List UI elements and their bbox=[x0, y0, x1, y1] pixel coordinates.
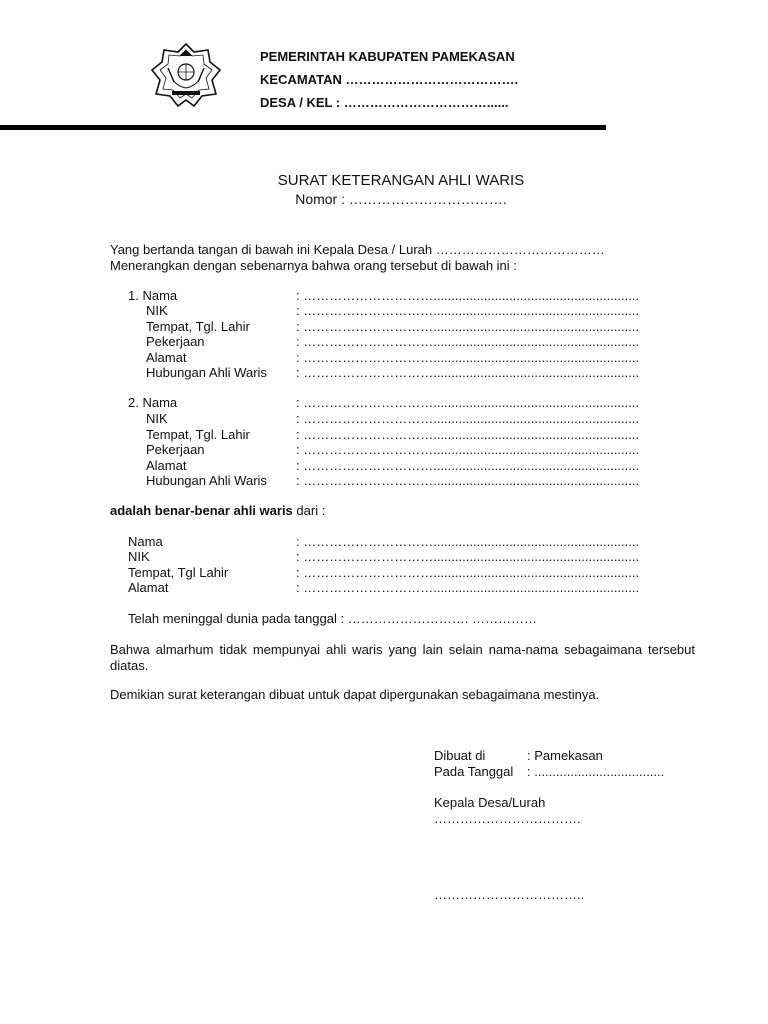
heir-1-name-label: 1. Nama bbox=[128, 288, 178, 303]
heir-of-bold: adalah benar-benar ahli waris bbox=[110, 503, 293, 518]
death-date-line: Telah meninggal dunia pada tanggal : ………………………. …………… bbox=[128, 611, 537, 626]
document-number: Nomor : ……………………………. bbox=[295, 191, 507, 207]
deceased-nik-field: : …………………………......................................................... bbox=[296, 549, 640, 564]
heir-2-nik-field: : …………………………......................................................... bbox=[296, 411, 640, 426]
intro-line-2: Menerangkan dengan sebenarnya bahwa orang tersebut di bawah ini : bbox=[110, 258, 517, 273]
heir-1-relation-field: : …………………………......................................................... bbox=[296, 365, 640, 380]
deceased-name-field: : …………………………......................................................... bbox=[296, 534, 640, 549]
heir-2-relation-label: Hubungan Ahli Waris bbox=[146, 473, 267, 488]
header-government-name: PEMERINTAH KABUPATEN PAMEKASAN bbox=[260, 49, 515, 64]
heir-1-address-field: : …………………………......................................................... bbox=[296, 350, 640, 365]
document-title: SURAT KETERANGAN AHLI WARIS bbox=[277, 172, 525, 189]
deceased-name-label: Nama bbox=[128, 534, 163, 549]
heir-1-birth-field: : …………………………......................................................... bbox=[296, 319, 640, 334]
signatory-line-1: ……………………………. bbox=[434, 811, 581, 826]
header-divider bbox=[0, 125, 606, 130]
heir-of-statement bbox=[110, 503, 325, 519]
regency-emblem-logo bbox=[150, 42, 222, 108]
header-district: KECAMATAN …………………………………. bbox=[260, 72, 519, 87]
place-value: : Pamekasan bbox=[527, 748, 603, 763]
heir-2-address-label: Alamat bbox=[146, 458, 187, 473]
heir-2-nik-label: NIK bbox=[146, 411, 168, 426]
header-village: DESA / KEL : ……………………………...... bbox=[260, 95, 509, 110]
deceased-birth-field: : …………………………......................................................... bbox=[296, 565, 640, 580]
heir-1-job-field: : …………………………......................................................... bbox=[296, 334, 640, 349]
heir-2-relation-field: : …………………………......................................................... bbox=[296, 473, 640, 488]
heir-1-nik-label: NIK bbox=[146, 303, 168, 318]
heir-1-nik-field: : …………………………......................................................... bbox=[296, 303, 640, 318]
heir-2-job-field: : …………………………......................................................... bbox=[296, 442, 640, 457]
heir-1-birth-label: Tempat, Tgl. Lahir bbox=[146, 319, 250, 334]
statement-paragraph: Bahwa almarhum tidak mempunyai ahli waris yang lain selain nama-nama sebagaimana tersebut diatas. bbox=[110, 642, 695, 673]
signatory-name-line: …………………………….. bbox=[434, 887, 585, 902]
heir-2-address-field: : …………………………......................................................... bbox=[296, 458, 640, 473]
closing-paragraph: Demikian surat keterangan dibuat untuk dapat dipergunakan sebagaimana mestinya. bbox=[110, 687, 600, 702]
signatory-position: Kepala Desa/Lurah bbox=[434, 795, 546, 810]
deceased-address-field: : …………………………......................................................... bbox=[296, 580, 640, 595]
heir-2-birth-field: : …………………………......................................................... bbox=[296, 427, 640, 442]
deceased-birth-label: Tempat, Tgl Lahir bbox=[128, 565, 229, 580]
heir-2-job-label: Pekerjaan bbox=[146, 442, 205, 457]
heir-1-relation-label: Hubungan Ahli Waris bbox=[146, 365, 267, 380]
intro-line-1: Yang bertanda tangan di bawah ini Kepala Desa / Lurah ………………………………… bbox=[110, 242, 605, 257]
heir-2-name-field: : …………………………......................................................... bbox=[296, 395, 640, 410]
heir-1-name-field: : …………………………......................................................... bbox=[296, 288, 640, 303]
heir-of-rest: dari : bbox=[292, 503, 326, 518]
heir-1-job-label: Pekerjaan bbox=[146, 334, 205, 349]
deceased-address-label: Alamat bbox=[128, 580, 169, 595]
date-value: : .................................... bbox=[527, 764, 665, 779]
heir-2-name-label: 2. Nama bbox=[128, 395, 178, 410]
date-label: Pada Tanggal bbox=[434, 764, 514, 779]
heir-2-birth-label: Tempat, Tgl. Lahir bbox=[146, 427, 250, 442]
deceased-nik-label: NIK bbox=[128, 549, 150, 564]
heir-1-address-label: Alamat bbox=[146, 350, 187, 365]
place-label: Dibuat di bbox=[434, 748, 486, 763]
